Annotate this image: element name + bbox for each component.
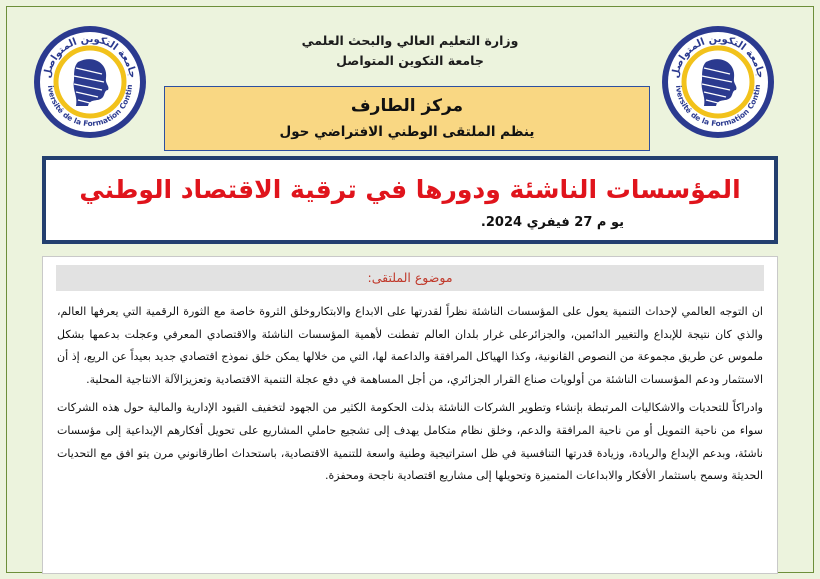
center-name: مركز الطارف: [350, 96, 464, 116]
logo-arabic-text: جامعة التكوين المتواصل: [42, 33, 138, 80]
topic-heading: موضوع الملتقى:: [56, 265, 764, 291]
event-subtitle: ينظم الملتقى الوطني الافتراضي حول: [279, 124, 535, 140]
ministry-name: وزارة التعليم العالي والبحث العلمي: [301, 33, 519, 48]
university-name: جامعة التكوين المتواصل: [336, 53, 484, 68]
logo-french-text: iversité de la Formation Contin: [46, 84, 135, 129]
paragraph-2: وادراكاً للتحديات والاشكاليات المرتبطة بإنشاء وتطوير الشركات الناشئة بذلت الحكومة الكثير من الجهود لتخفيف القيود الإدارية والمالية حول هذه الشركات سواء من ناحية التمويل أو من ناحية المرافقة والدعم، وخلق نظام متكامل يهدف إلى تشجيع حاملي المشاريع على تحويل أفكارهم الإبداعية إلى مؤسسات ناشئة، وبدعم الإبداع والريادة، وزيادة قدرتها التنافسية في ظل استراتيجية وطنية واسعة للتنمية الاقتصادية، باستحداث اطارقانوني مرن يتو افق مع التحديات الحديثة وسمح باستثمار الأفكار والابداعات المتميزة وتحويلها إلى مشاريع اقتصادية ناجحة ومحفزة.: [57, 401, 763, 483]
organizer-box: [164, 86, 650, 151]
ministry-header: [270, 32, 550, 72]
university-logo-left: [32, 24, 148, 140]
logo-french-text: iversité de la Formation Contin: [674, 84, 763, 129]
event-date: يو م 27 فيفري 2024.: [480, 215, 624, 230]
event-title-box: [42, 156, 778, 244]
logo-arabic-text: جامعة التكوين المتواصل: [670, 33, 766, 80]
paragraph-1: ان التوجه العالمي لإحداث التنمية يعول على المؤسسات الناشئة نظراً لقدرتها على الابداع والابتكاروخلق الثروة خاصة مع الثورة الرقمية التي يعرفها العالم، والذي كان نتيجة للإبداع والتغيير الدائمين، والجزائرعلى غرار بلدان العالم تفطنت لأهمية المؤسسات الناشئة والاقتصادي المعرفي وعجلت بدعمها بشكل ملموس عن طريق مجموعة من النصوص القانونية، وكذا الهياكل المرافقة والداعمة لها، التي من خلالها يمكن خلق نموذج اقتصادي جديد بعيداً عن الريع، إذ أن الاستثمار ودعم المؤسسات الناشئة من أولويات صناع القرار الجزائري، من أجل المساهمة في دفع عجلة التنمية الاقتصادية وتعزيزالآلة الانتاجية المحلية.: [57, 305, 763, 386]
university-logo-right: [660, 24, 776, 140]
content-box: [42, 256, 778, 574]
event-title: المؤسسات الناشئة ودورها في ترقية الاقتصاد الوطني: [79, 175, 741, 204]
